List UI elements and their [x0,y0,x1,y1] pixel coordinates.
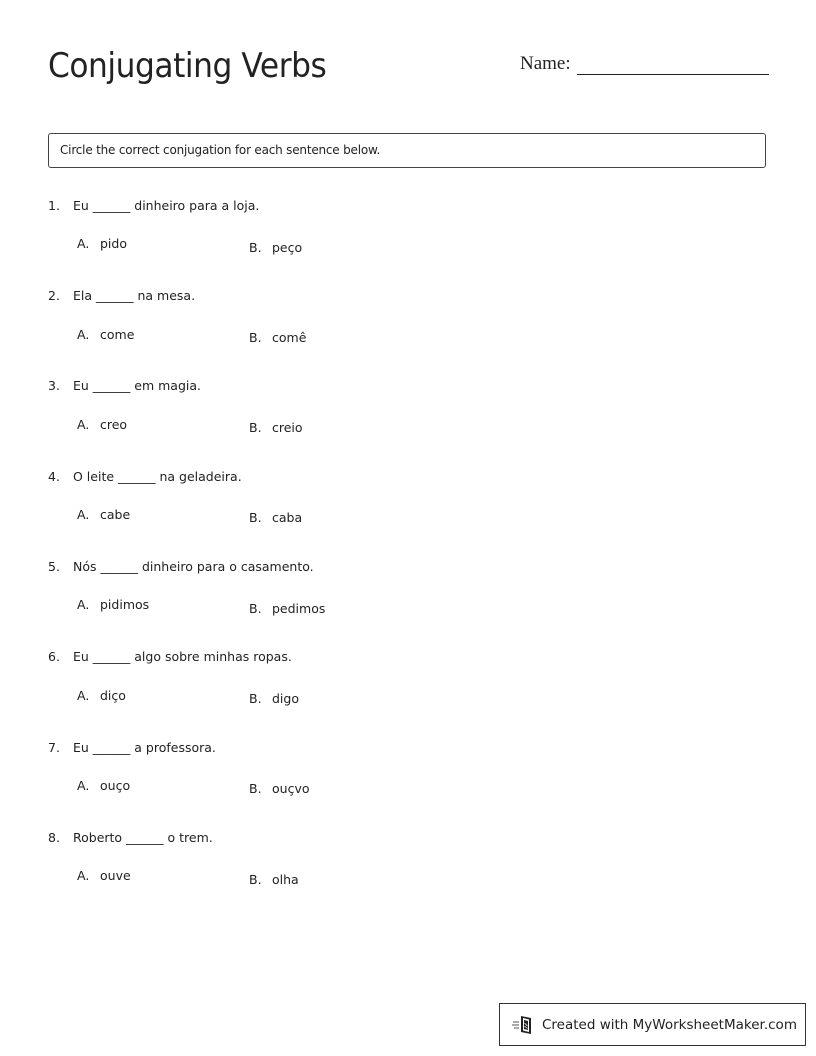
option-text: ouve [100,868,131,883]
option-b[interactable] [249,781,310,796]
option-letter: A. [77,236,90,251]
question-text: Eu ______ em magia. [73,378,201,393]
option-b[interactable] [249,872,299,887]
option-a[interactable] [77,507,130,522]
option-text: ouço [100,778,131,793]
worksheet-logo-icon [512,1014,536,1036]
option-a[interactable] [77,778,130,793]
option-letter: A. [77,507,90,522]
option-letter: A. [77,868,90,883]
option-a[interactable] [77,868,131,883]
option-letter: A. [77,327,90,342]
option-a[interactable] [77,597,149,612]
option-text: pidimos [100,597,150,612]
option-text: olha [272,872,299,887]
question-number: 4. [48,469,60,484]
option-text: come [100,327,135,342]
question-text: Nós ______ dinheiro para o casamento. [73,559,314,574]
option-letter: B. [249,420,262,435]
option-text: creio [272,420,303,435]
question-number: 1. [48,198,60,213]
option-letter: A. [77,597,90,612]
footer-text: Created with MyWorksheetMaker.com [542,1016,797,1033]
option-text: pedimos [272,601,326,616]
option-text: caba [272,510,303,525]
option-text: comê [272,330,307,345]
name-label: Name: [520,53,571,74]
question-text: Roberto ______ o trem. [73,830,213,845]
option-text: creo [100,417,128,432]
option-a[interactable] [77,417,127,432]
option-a[interactable] [77,236,127,251]
option-letter: A. [77,778,90,793]
name-blank-line[interactable] [577,52,769,75]
instructions-box: Circle the correct conjugation for each sentence below. [48,133,766,168]
option-letter: A. [77,417,90,432]
question-text: Ela ______ na mesa. [73,288,196,303]
option-letter: B. [249,601,262,616]
option-letter: B. [249,781,262,796]
question-number: 8. [48,830,60,845]
option-b[interactable] [249,510,302,525]
question-number: 2. [48,288,60,303]
option-a[interactable] [77,688,126,703]
footer-badge[interactable] [499,1003,806,1046]
option-b[interactable] [249,330,306,345]
option-text: cabe [100,507,131,522]
question-text: Eu ______ algo sobre minhas ropas. [73,649,292,664]
option-text: pido [100,236,127,251]
page-title: Conjugating Verbs [48,46,327,86]
option-letter: B. [249,510,262,525]
question-number: 7. [48,740,60,755]
option-letter: B. [249,240,262,255]
question-number: 5. [48,559,60,574]
option-text: ouçvo [272,781,310,796]
option-letter: A. [77,688,90,703]
option-letter: B. [249,872,262,887]
option-b[interactable] [249,601,325,616]
name-field [520,52,769,75]
option-text: digo [272,691,299,706]
question-text: O leite ______ na geladeira. [73,469,242,484]
option-letter: B. [249,691,262,706]
option-b[interactable] [249,691,299,706]
option-text: diço [100,688,126,703]
question-number: 3. [48,378,60,393]
option-b[interactable] [249,420,303,435]
option-letter: B. [249,330,262,345]
option-b[interactable] [249,240,302,255]
question-number: 6. [48,649,60,664]
option-a[interactable] [77,327,134,342]
question-text: Eu ______ dinheiro para a loja. [73,198,260,213]
option-text: peço [272,240,303,255]
question-text: Eu ______ a professora. [73,740,216,755]
